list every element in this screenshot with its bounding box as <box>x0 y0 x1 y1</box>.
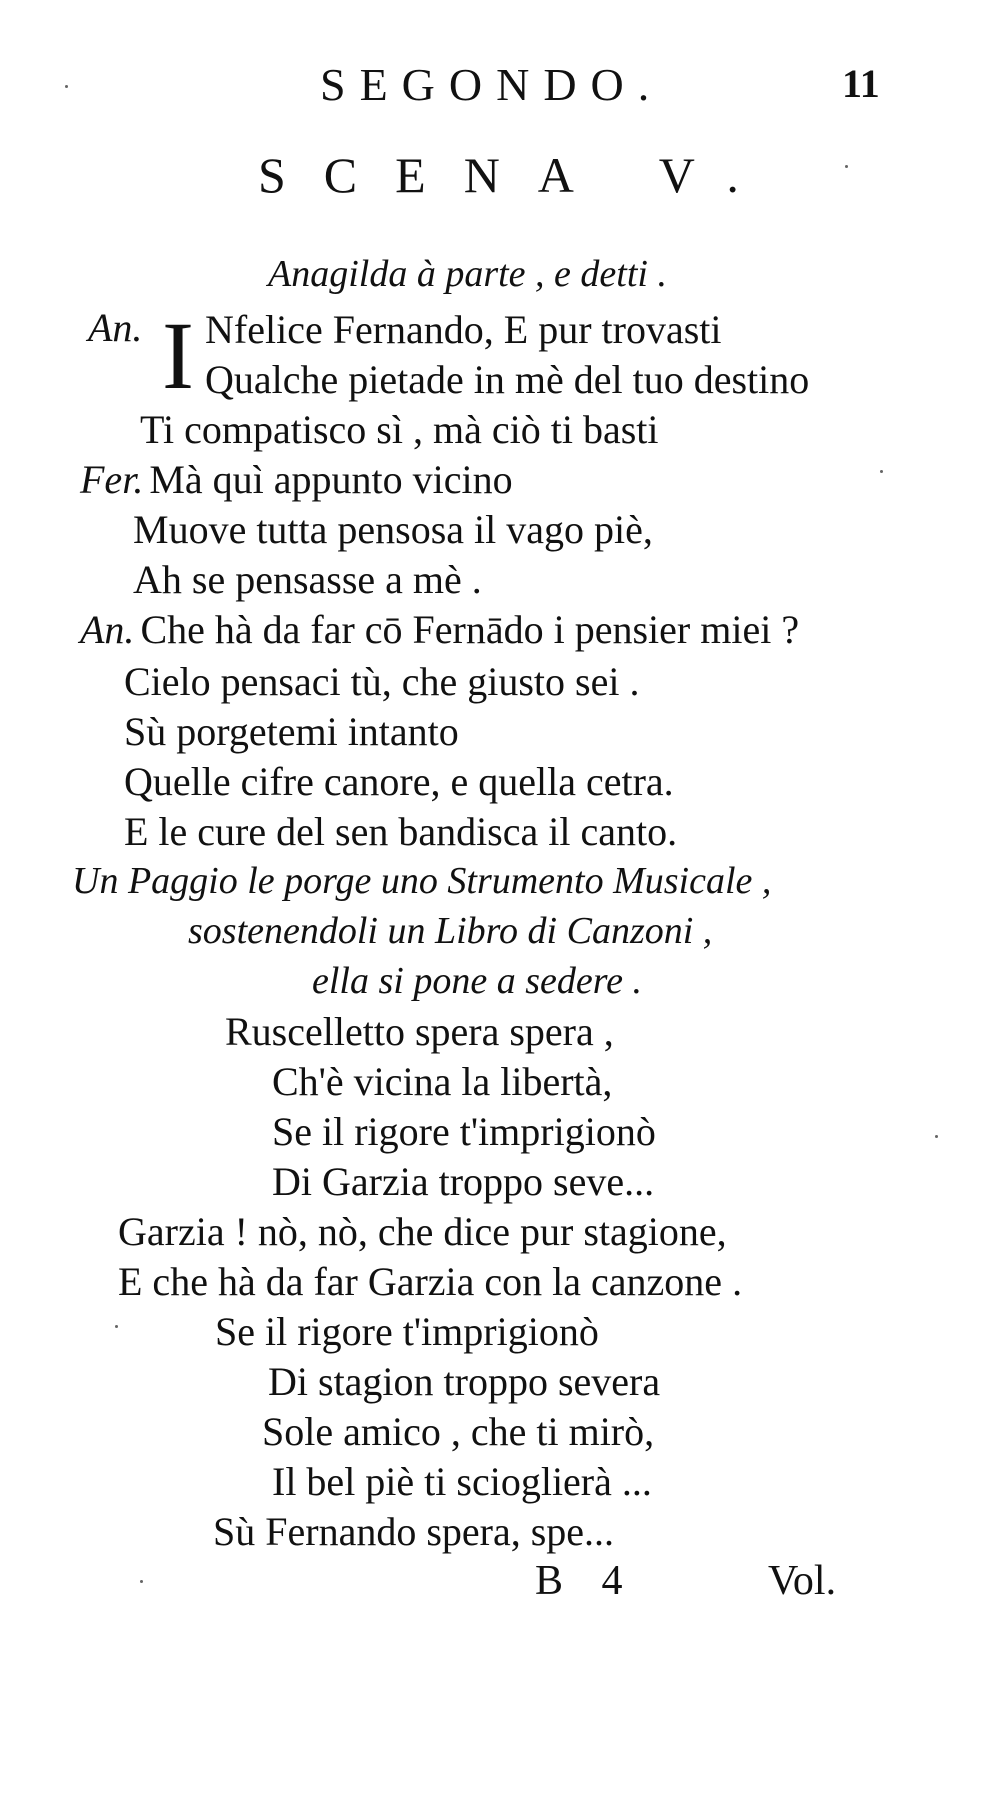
page-number: 11 <box>842 61 880 106</box>
verse-line-1 <box>88 305 148 350</box>
scan-speck <box>935 1135 938 1138</box>
stage-direction-line: sostenendoli un Libro di Canzoni , <box>188 910 713 952</box>
scene-title: SCENA V. <box>258 147 777 203</box>
song-line: Di Garzia troppo seve... <box>272 1159 655 1204</box>
song-line: E che hà da far Garzia con la canzone . <box>118 1259 743 1304</box>
song-line: Se il rigore t'imprigionò <box>215 1309 599 1354</box>
stage-direction-line: Un Paggio le porge uno Strumento Musicale , <box>72 860 772 902</box>
song-line: Ch'è vicina la libertà, <box>272 1059 613 1104</box>
song-line: Di stagion troppo severa <box>268 1359 661 1404</box>
song-line: Ruscelletto spera spera , <box>225 1009 614 1054</box>
song-line: Garzia ! nò, nò, che dice pur stagione, <box>118 1209 727 1254</box>
running-head-title: SEGONDO. <box>320 59 664 110</box>
song-line: Sù Fernando spera, spe... <box>213 1509 615 1554</box>
verse-line-2: Qualche pietade in mè del tuo destino <box>205 357 810 402</box>
speaker-label: An. <box>88 305 143 350</box>
verse-text: Che hà da far cō Fernādo i pensier miei ? <box>140 607 800 652</box>
verse-line-8: Cielo pensaci tù, che giusto sei . <box>124 659 640 704</box>
stage-direction-line: ella si pone a sedere . <box>312 960 642 1002</box>
verse-line-1-text: Nfelice Fernando, E pur trovasti <box>205 307 722 352</box>
song-line: Il bel piè ti scioglierà ... <box>272 1459 652 1504</box>
verse-line-7 <box>80 607 800 652</box>
song-line: Se il rigore t'imprigionò <box>272 1109 656 1154</box>
verse-line-11: E le cure del sen bandisca il canto. <box>124 809 678 854</box>
speaker-label: Fer. <box>80 457 144 502</box>
verse-line-5: Muove tutta pensosa il vago piè, <box>133 507 653 552</box>
verse-line-4 <box>80 457 513 502</box>
verse-line-10: Quelle cifre canore, e quella cetra. <box>124 759 674 804</box>
signature-mark: B 4 <box>535 1558 623 1604</box>
scan-speck <box>845 165 848 168</box>
verse-line-9: Sù porgetemi intanto <box>124 709 459 754</box>
catchword: Vol. <box>768 1558 837 1604</box>
song-line: Sole amico , che ti mirò, <box>262 1409 655 1454</box>
stage-direction-opening: Anagilda à parte , e detti . <box>268 253 667 295</box>
scan-speck <box>115 1325 118 1328</box>
drop-cap: I <box>162 302 194 409</box>
verse-text: Mà quì appunto vicino <box>149 457 513 502</box>
speaker-label: An. <box>80 607 135 652</box>
verse-line-3: Ti compatisco sì , mà ciò ti basti <box>140 407 659 452</box>
verse-line-6: Ah se pensasse a mè . <box>133 557 482 602</box>
scan-speck <box>880 470 883 473</box>
scan-speck <box>140 1580 143 1583</box>
scan-speck <box>65 85 68 88</box>
